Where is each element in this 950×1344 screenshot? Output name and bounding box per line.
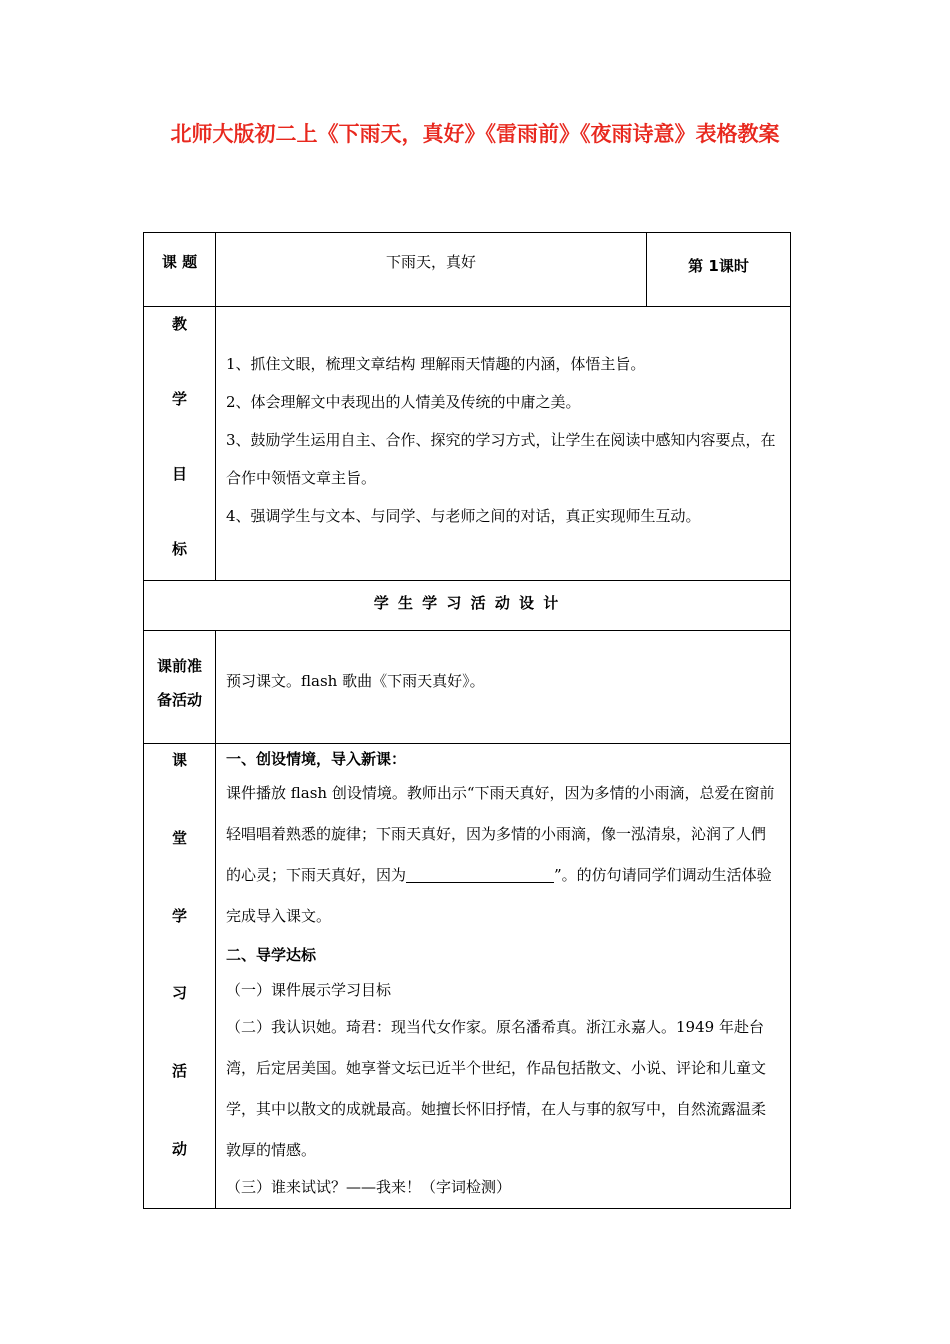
author-paragraph: （二）我认识她。琦君：现当代女作家。原名潘希真。浙江永嘉人。1949 年赴台湾，后定居美国。她享誉文坛已近半个世纪，作品包括散文、小说、评论和儿童文学，其中以散文的成就最高。她擅长怀旧抒情，在人与事的叙写中，自然流露温柔敦厚的情感。 [226, 1018, 767, 1159]
prep-content-cell [216, 631, 791, 744]
classroom-content [216, 744, 790, 1203]
topic-label-cell [144, 233, 216, 307]
prep-text: 预习课文。flash 歌曲《下雨天真好》。 [226, 672, 485, 690]
lesson-title: 下雨天，真好 [385, 253, 476, 271]
classroom-row [144, 744, 791, 1209]
fill-blank [406, 866, 554, 883]
classroom-label-char: 动 [171, 1139, 187, 1158]
goals-label-char: 目 [171, 465, 187, 483]
classroom-label-char: 活 [171, 1062, 187, 1081]
goal-item: 4、强调学生与文本、与同学、与老师之间的对话，真正实现师生互动。 [226, 507, 701, 525]
intro-text: 课件播放 flash 创设情境。教师出示“下雨天真好，因为多情的小雨滴，总爱在窗前轻唱唱着熟悉的旋律；下雨天真好，因为多情的小雨滴，像一泓清泉，沁润了人們的心灵；下雨天真好，因为 [226, 784, 775, 884]
goals-row [144, 307, 791, 581]
lesson-title-cell [216, 233, 647, 307]
topic-label: 课 题 [161, 253, 198, 271]
goals-label-cell [144, 307, 216, 581]
heading-guided: 二、导学达标 [226, 946, 317, 964]
goal-item: 3、鼓励学生运用自主、合作、探究的学习方式，让学生在阅读中感知内容要点，在合作中领悟文章主旨。 [226, 431, 776, 487]
goals-label-char: 学 [171, 390, 187, 408]
goals-label-char: 教 [171, 315, 187, 333]
section-header-cell [144, 581, 791, 631]
classroom-label-char: 习 [171, 984, 187, 1003]
classroom-label-char: 堂 [171, 828, 187, 847]
heading-intro: 一、创设情境，导入新课： [226, 750, 407, 768]
classroom-label-char: 课 [171, 751, 187, 769]
sub-item: （一）课件展示学习目标 [226, 981, 392, 999]
goals-content-cell [216, 307, 791, 581]
prep-label-line: 课前准 [156, 657, 202, 675]
period-cell [647, 233, 791, 307]
classroom-content-cell [216, 744, 791, 1209]
period-label: 第 1课时 [688, 257, 749, 275]
goals-list [216, 307, 790, 535]
document-title: 北师大版初二上《下雨天，真好》《雷雨前》《夜雨诗意》表格教案 [170, 122, 780, 146]
classroom-label-char: 学 [171, 906, 187, 925]
classroom-label-cell [144, 744, 216, 1209]
intro-paragraph [226, 773, 780, 937]
prep-label-cell [144, 631, 216, 744]
prep-row [144, 631, 791, 744]
goals-label-char: 标 [171, 540, 187, 558]
section-header-row [144, 581, 791, 631]
prep-label-line: 备活动 [156, 691, 202, 709]
topic-row [144, 233, 791, 307]
goal-item: 2、体会理解文中表现出的人情美及传统的中庸之美。 [226, 393, 581, 411]
sub-item: （三）谁来试试？——我来！（字词检测） [226, 1178, 512, 1196]
goal-item: 1、抓住文眼，梳理文章结构 理解雨天情趣的内涵，体悟主旨。 [226, 355, 646, 373]
lesson-plan-table [143, 232, 791, 1209]
intro-text-end: ”。的仿句请同学们调动生活体验完成导入课文。 [226, 866, 772, 925]
section-header: 学 生 学 习 活 动 设 计 [373, 594, 561, 612]
